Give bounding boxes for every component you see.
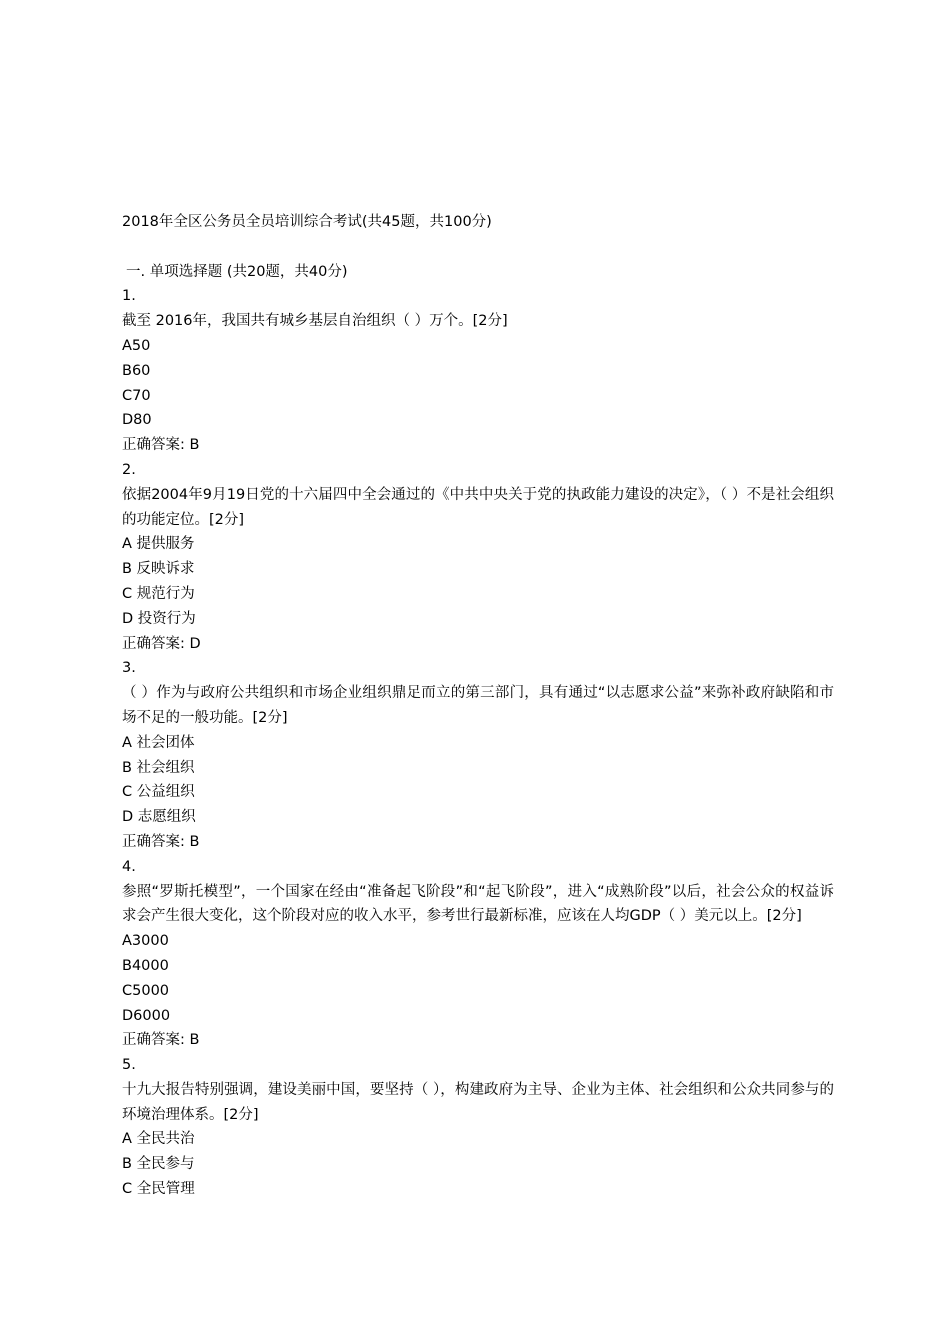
spacer bbox=[122, 235, 834, 260]
correct-answer: 正确答案: B bbox=[122, 437, 200, 454]
question-number: 5. bbox=[122, 1057, 136, 1074]
option-a: A 社会团体 bbox=[122, 734, 195, 751]
document-content bbox=[122, 210, 834, 1202]
option-c: C 全民管理 bbox=[122, 1181, 195, 1198]
correct-answer: 正确答案: D bbox=[122, 635, 201, 652]
question-number: 2. bbox=[122, 461, 136, 478]
question-stem: 截至 2016年，我国共有城乡基层自治组织（ ）万个。[2分] bbox=[122, 313, 508, 330]
question-number: 3. bbox=[122, 660, 136, 677]
question-stem: （ ）作为与政府公共组织和市场企业组织鼎足而立的第三部门，具有通过“以志愿求公益”来弥补政府缺陷和市场不足的一般功能。[2分] bbox=[122, 685, 834, 726]
option-a: A50 bbox=[122, 337, 151, 354]
section-heading: 一. 单项选择题 (共20题，共40分) bbox=[126, 263, 348, 280]
option-c: C 公益组织 bbox=[122, 784, 195, 801]
question-stem: 参照“罗斯托模型”，一个国家在经由“准备起飞阶段”和“起飞阶段”，进入“成熟阶段”以后，社会公众的权益诉求会产生很大变化，这个阶段对应的收入水平，参考世行最新标准，应该在人均GDP（ ）美元以上。[2分] bbox=[122, 883, 834, 925]
option-d: D 志愿组织 bbox=[122, 809, 196, 826]
exam-title: 2018年全区公务员全员培训综合考试(共45题，共100分) bbox=[122, 214, 492, 230]
correct-answer: 正确答案: B bbox=[122, 1032, 200, 1049]
option-b: B 反映诉求 bbox=[122, 561, 195, 578]
question-3 bbox=[122, 656, 834, 854]
option-b: B 全民参与 bbox=[122, 1156, 195, 1173]
option-a: A 全民共治 bbox=[122, 1131, 195, 1148]
question-number: 1. bbox=[122, 288, 136, 305]
option-b: B60 bbox=[122, 362, 151, 379]
question-4 bbox=[122, 855, 834, 1053]
option-c: C5000 bbox=[122, 982, 170, 999]
question-stem: 依据2004年9月19日党的十六届四中全会通过的《中共中央关于党的执政能力建设的决定》，（ ）不是社会组织的功能定位。[2分] bbox=[122, 486, 834, 528]
option-d: D80 bbox=[122, 412, 152, 429]
question-number: 4. bbox=[122, 858, 136, 875]
correct-answer: 正确答案: B bbox=[122, 833, 200, 850]
option-b: B4000 bbox=[122, 957, 169, 974]
option-c: C70 bbox=[122, 387, 151, 404]
option-d: D6000 bbox=[122, 1007, 171, 1024]
question-2 bbox=[122, 458, 834, 656]
option-a: A3000 bbox=[122, 933, 169, 950]
option-a: A 提供服务 bbox=[122, 536, 195, 553]
option-b: B 社会组织 bbox=[122, 759, 195, 776]
question-5 bbox=[122, 1053, 834, 1202]
question-1 bbox=[122, 284, 834, 458]
option-c: C 规范行为 bbox=[122, 585, 195, 602]
option-d: D 投资行为 bbox=[122, 610, 196, 627]
question-stem: 十九大报告特别强调，建设美丽中国，要坚持（ ），构建政府为主导、企业为主体、社会组织和公众共同参与的环境治理体系。[2分] bbox=[122, 1081, 834, 1123]
